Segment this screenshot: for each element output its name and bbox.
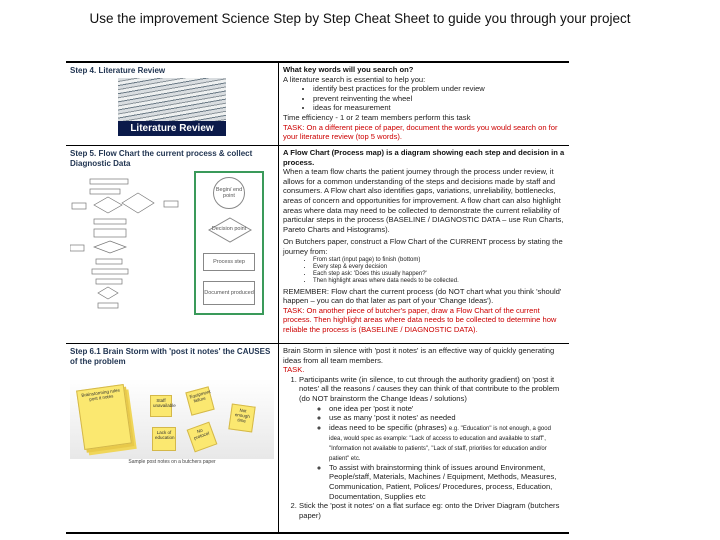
time-efficiency: Time efficiency - 1 or 2 team members perform this task [283, 112, 471, 122]
legend-process: Process step [203, 253, 255, 271]
bullet: • Then highlight areas where data needs to be collected. [313, 278, 565, 285]
bullet: ◦ use as many 'post it notes' as needed [329, 413, 565, 423]
cheat-sheet-table [66, 61, 569, 534]
row-step4 [66, 63, 569, 146]
bullet: ◦ one idea per 'post it note' [329, 404, 565, 414]
page-title: Use the improvement Science Step by Step Cheat Sheet to guide you through your project [89, 11, 631, 26]
legend-begin-end: Begin/ end point [213, 177, 245, 209]
bullet: • Every step & every decision [313, 264, 565, 271]
flowchart-image [70, 169, 274, 319]
bullet: • identify best practices for the problem under review [313, 84, 565, 94]
post-it-note: Staff unavailable [150, 395, 172, 417]
image-caption: Sample post notes on a butchers paper [128, 459, 216, 465]
step6-heading: Step 6.1 Brain Storm with 'post it notes' the CAUSES of the problem [70, 347, 271, 366]
row-step5 [66, 146, 569, 344]
step5-heading: Step 5. Flow Chart the current process & collect Diagnostic Data [70, 149, 253, 168]
row-step6 [66, 344, 569, 534]
flowchart-legend [194, 171, 264, 315]
post-it-note: No protocol [187, 422, 218, 453]
flowchart-diagram [70, 175, 190, 315]
bullet: • Each step ask: 'Does this usually happen?' [313, 271, 565, 278]
step-item-1: 1. Participants write (in silence, to cut through the authority gradient) on 'post it notes' all the reasons / causes they can think of that contribute to the problem (do NOT brainstorm the Change Ideas / solutions) ◦ one idea per 'post it note' ◦ use as many 'post it notes' as needed ◦ ideas need to be specific (phrases) e.g. "Education" is not enough, a good idea, would spec as example: "Lack of access to education and available to staff", "Information not available to patients", "Lack of staff, priorities for education and/or patient" etc. ◦ To assist with brainstorming think of issues around Environment, People/staff, Materials, Machines / Equipment, Methods, Measures, Communication, Patient, Polices/ Procedures, process, Education, Documentation, Supplies etc [299, 375, 565, 501]
intro: A literature search is essential to help you: [283, 74, 426, 84]
task: TASK: On another piece of butcher's paper, draw a Flow Chart of the current process. Then highlight areas where data needs to be collected to determine how reliable the process is (BASELINE / DIAGNOSTIC DATA). [283, 305, 557, 334]
task: TASK: On a different piece of paper, document the words you would search on for your literature review (top 5 words). [283, 122, 558, 142]
flowchart-definition: A Flow Chart (Process map) is a diagram showing each step and decision in a process. [283, 148, 565, 167]
instructions: On Butchers paper, construct a Flow Chart of the CURRENT process by stating the journey from: [283, 237, 563, 256]
task-label: TASK. [283, 365, 305, 375]
flowchart-description: When a team flow charts the patient journey through the process under review, it allows for a common understanding of the steps and decisions made by staff and consumers. A Flow chart also identifies gaps, variations, unreliability, bottlenecks, areas of concern and opportunities for improvement. A flow chart can also highlight areas where data may need to be collected to demonstrate the current reliability of particular steps in the process (BASELINE / DIAGNOSTIC DATA – use Run Charts, Pareto Charts and Histograms). [283, 167, 564, 234]
reminder: REMEMBER: Flow chart the current process (do NOT chart what you think 'should' happen – you can do that later as part of your 'Change Ideas'). [283, 286, 562, 306]
bullet: • prevent reinventing the wheel [313, 94, 565, 104]
literature-review-image [118, 78, 226, 136]
question: What key words will you search on? [283, 65, 414, 74]
bullet: • ideas for measurement [313, 103, 565, 113]
step4-heading: Step 4. Literature Review [70, 66, 166, 75]
image-label: Literature Review [118, 121, 226, 136]
legend-document: Document produced [203, 281, 255, 305]
legend-decision: Decision point [208, 217, 250, 241]
bullet: ◦ ideas need to be specific (phrases) e.g. "Education" is not enough, a good idea, would spec as example: "Lack of access to education and available to staff", "Information not available to patients", "Lack of staff, priorities for education and/or patient" etc. [329, 423, 565, 463]
post-it-notes-image [70, 379, 274, 459]
step-item-2: 2. Stick the 'post it notes' on a flat surface eg: onto the Driver Diagram (butchers paper) [299, 501, 565, 520]
brainstorm-description: Brain Storm in silence with 'post it notes' is an effective way of quickly generating ideas from all team members. [283, 346, 555, 365]
bullet: ◦ To assist with brainstorming think of issues around Environment, People/staff, Materials, Machines / Equipment, Methods, Measures, Communication, Patient, Polices/ Procedures, process, Education, Documentation, Supplies etc [329, 463, 565, 501]
post-it-note: Equipment failure [185, 386, 214, 415]
post-it-note: Not enough time [228, 403, 255, 432]
post-it-note: Brainstorming rules post it notes [76, 384, 132, 450]
bullet: • From start (input page) to finish (bottom) [313, 257, 565, 264]
post-it-note: Lack of education [152, 427, 176, 451]
